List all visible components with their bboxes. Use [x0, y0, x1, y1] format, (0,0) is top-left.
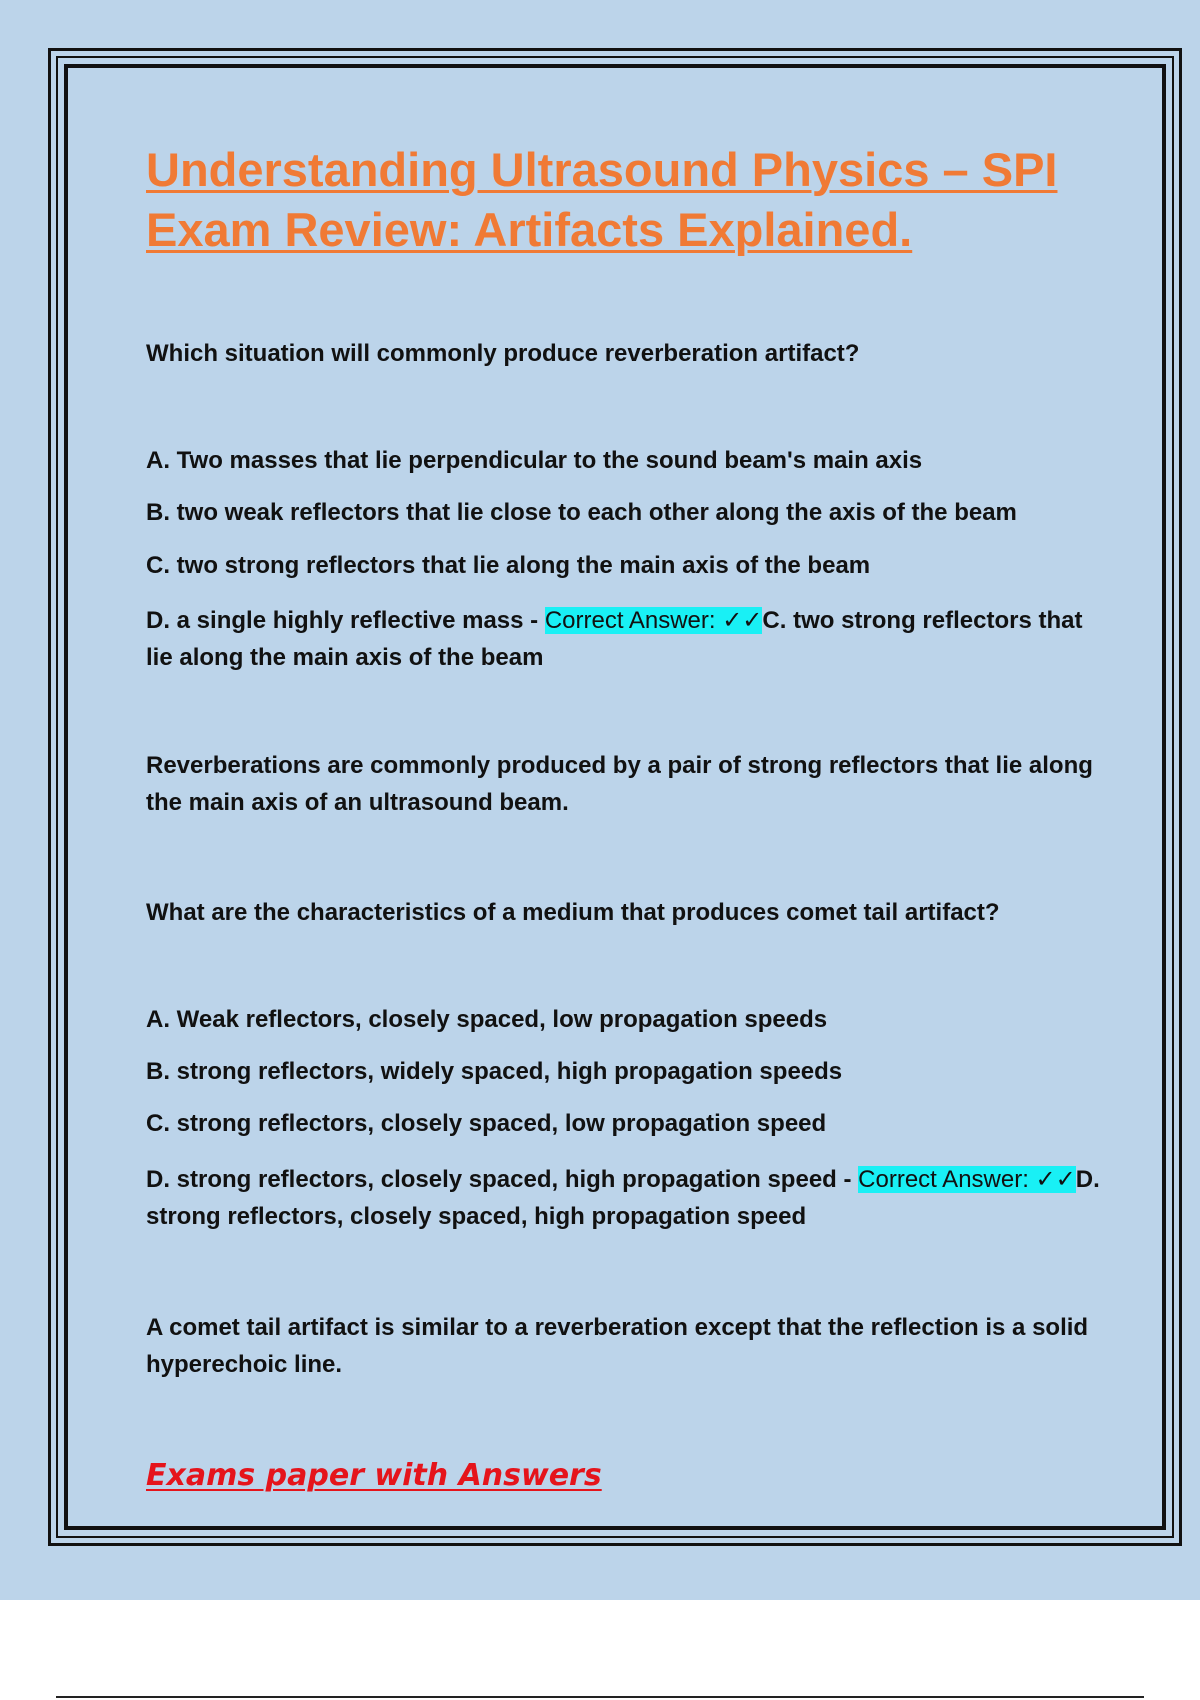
q1-option-d-with-answer — [146, 602, 1106, 676]
q1-option-b: B. two weak reflectors that lie close to each other along the axis of the beam — [146, 499, 1017, 526]
q2-correct-answer-label: Correct Answer: ✓✓ — [858, 1166, 1076, 1193]
q2-option-d: D. strong reflectors, closely spaced, high propagation speed - — [146, 1166, 859, 1193]
q2-question: What are the characteristics of a medium that produces comet tail artifact? — [146, 899, 1000, 926]
q2-correct-answer-text: D. strong reflectors, closely spaced, high propagation speed — [146, 1166, 1100, 1230]
exams-paper-link[interactable]: Exams paper with Answers — [146, 1458, 602, 1493]
q1-option-d: D. a single highly reflective mass - — [146, 607, 545, 634]
page-bottom-rule — [56, 1696, 1144, 1698]
q1-correct-answer-label: Correct Answer: ✓✓ — [544, 607, 763, 634]
q1-option-a: A. Two masses that lie perpendicular to the sound beam's main axis — [146, 447, 923, 474]
q2-explanation: A comet tail artifact is similar to a reverberation except that the reflection is a solid hyperechoic line. — [146, 1314, 1089, 1378]
q1-explanation: Reverberations are commonly produced by a pair of strong reflectors that lie along the main axis of an ultrasound beam. — [146, 752, 1093, 816]
document-content — [146, 140, 1106, 1493]
q1-correct-answer-text: C. two strong reflectors that lie along the main axis of the beam — [146, 607, 1083, 671]
q2-option-c: C. strong reflectors, closely spaced, low propagation speed — [146, 1110, 827, 1137]
q2-option-b: B. strong reflectors, widely spaced, high propagation speeds — [146, 1058, 843, 1085]
q1-option-c: C. two strong reflectors that lie along the main axis of the beam — [146, 552, 871, 579]
q2-option-d-with-answer — [146, 1161, 1106, 1235]
q2-option-a: A. Weak reflectors, closely spaced, low propagation speeds — [146, 1006, 828, 1033]
page-title: Understanding Ultrasound Physics – SPI Exam Review: Artifacts Explained. — [146, 143, 1058, 256]
q1-question: Which situation will commonly produce reverberation artifact? — [146, 340, 860, 367]
